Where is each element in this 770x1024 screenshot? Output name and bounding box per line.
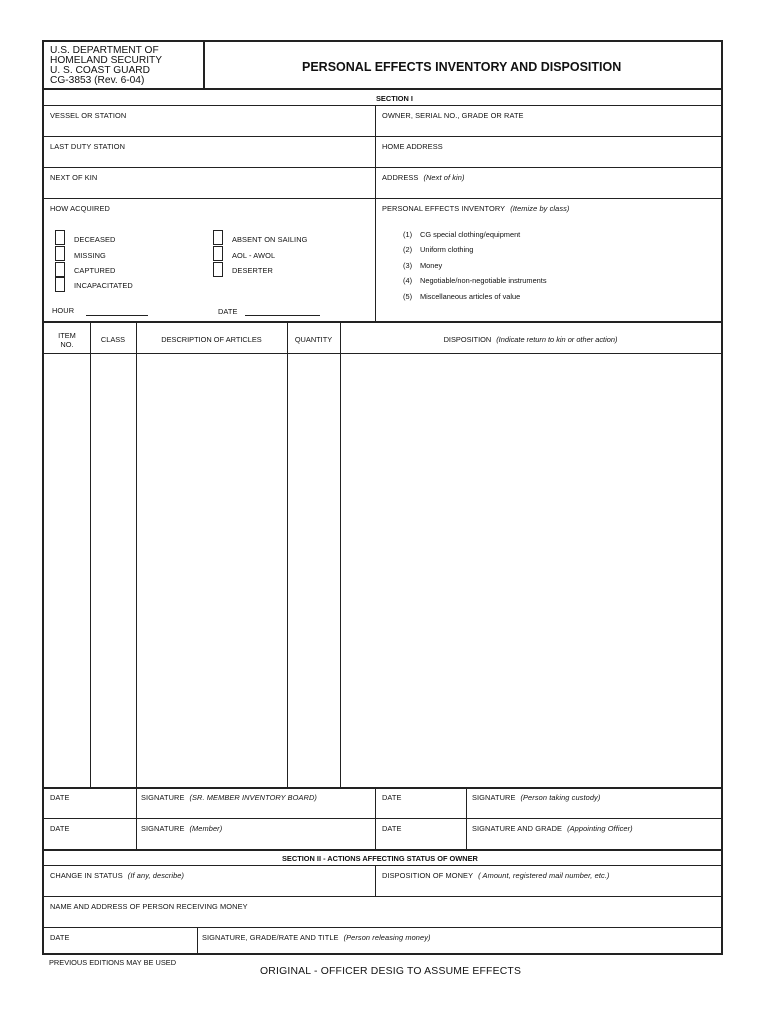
address-hint: (Next of kin) [423, 173, 465, 182]
form-number: CG-3853 (Rev. 6-04) [50, 75, 145, 86]
class-2-text: Uniform clothing [420, 245, 474, 254]
home-address-field[interactable] [376, 137, 721, 167]
form-title: PERSONAL EFFECTS INVENTORY AND DISPOSITION [302, 60, 622, 74]
class-3-text: Money [420, 261, 443, 270]
hour-line[interactable] [86, 315, 148, 316]
releaser-hint: (Person releasing money) [343, 933, 431, 942]
hour-label: HOUR [52, 306, 75, 315]
owner-field[interactable] [376, 106, 721, 136]
captured-label: CAPTURED [74, 266, 116, 275]
section-2-heading: SECTION II - ACTIONS AFFECTING STATUS OF OWNER [282, 854, 478, 863]
inventory-class-4 [403, 276, 547, 285]
appointing-hint: (Appointing Officer) [567, 824, 633, 833]
class-4-text: Negotiable/non-negotiable instruments [420, 276, 547, 285]
inventory-class-2 [403, 245, 473, 254]
inventory-label-text: PERSONAL EFFECTS INVENTORY [382, 204, 506, 213]
address-label-text: ADDRESS [382, 173, 419, 182]
description-header: DESCRIPTION OF ARTICLES [161, 335, 262, 344]
item-no-header [44, 331, 90, 349]
absent-on-sailing-label: ABSENT ON SAILING [232, 235, 308, 244]
class-1-num: (1) [403, 230, 413, 239]
inventory-table-body[interactable] [44, 354, 721, 788]
missing-checkbox[interactable] [55, 246, 65, 261]
absent-on-sailing-checkbox[interactable] [213, 230, 223, 245]
deceased-checkbox[interactable] [55, 230, 65, 245]
custody-hint: (Person taking custody) [520, 793, 601, 802]
class-1-text: CG special clothing/equipment [420, 230, 521, 239]
custody-signature-text: SIGNATURE [472, 793, 516, 802]
date-4-label: DATE [382, 824, 402, 833]
item-header-line1: ITEM [58, 331, 76, 340]
last-duty-field[interactable] [44, 137, 375, 167]
incapacitated-checkbox[interactable] [55, 277, 65, 292]
class-header: CLASS [100, 335, 126, 344]
deceased-label: DECEASED [74, 235, 116, 244]
date-1-label: DATE [50, 793, 70, 802]
inventory-label [382, 204, 570, 213]
disposition-hint: (Indicate return to kin or other action) [496, 335, 618, 344]
header-rule [44, 88, 721, 90]
incapacitated-label: INCAPACITATED [74, 281, 133, 290]
class-5-text: Miscellaneous articles of value [420, 292, 521, 301]
vessel-field[interactable] [44, 106, 375, 136]
signature-row-2[interactable] [44, 819, 721, 849]
class-3-num: (3) [403, 261, 413, 270]
dept-line-2: HOMELAND SECURITY [50, 55, 163, 66]
class-2-num: (2) [403, 245, 413, 254]
vessel-label: VESSEL OR STATION [50, 111, 127, 120]
item-header-line2: NO. [60, 340, 74, 349]
inventory-hint: (Itemize by class) [510, 204, 570, 213]
rule [44, 321, 721, 323]
date-2-label: DATE [382, 793, 402, 802]
home-address-label: HOME ADDRESS [382, 142, 443, 151]
previous-editions-note: PREVIOUS EDITIONS MAY BE USED [49, 958, 177, 967]
rule [44, 198, 721, 199]
disposition-header-text: DISPOSITION [443, 335, 492, 344]
how-acquired-label: HOW ACQUIRED [50, 204, 110, 213]
deserter-label: DESERTER [232, 266, 273, 275]
owner-label: OWNER, SERIAL NO., GRADE OR RATE [382, 111, 524, 120]
receiver-field[interactable] [44, 897, 721, 927]
rule [44, 849, 721, 851]
date-label: DATE [218, 307, 238, 316]
signature-row-1[interactable] [44, 788, 721, 818]
aol-awol-label: AOL - AWOL [232, 251, 276, 260]
release-date-label: DATE [50, 933, 70, 942]
change-status-hint: (If any, describe) [127, 871, 185, 880]
aol-awol-checkbox[interactable] [213, 246, 223, 261]
board-signature-text: SIGNATURE [141, 793, 185, 802]
last-duty-label: LAST DUTY STATION [50, 142, 126, 151]
header-divider [203, 42, 205, 89]
inventory-class-3 [403, 261, 442, 270]
date-line[interactable] [245, 315, 320, 316]
section-1-heading: SECTION I [376, 94, 413, 103]
quantity-header: QUANTITY [294, 335, 333, 344]
receiver-label: NAME AND ADDRESS OF PERSON RECEIVING MONEY [50, 902, 248, 911]
inventory-class-1 [403, 230, 520, 239]
kin-address-field[interactable] [376, 168, 721, 198]
release-row[interactable] [44, 928, 721, 955]
releaser-signature-text: SIGNATURE, GRADE/RATE AND TITLE [202, 933, 339, 942]
disposition-header [340, 335, 721, 344]
inventory-class-5 [403, 292, 520, 301]
appointing-signature-text: SIGNATURE AND GRADE [472, 824, 563, 833]
class-4-num: (4) [403, 276, 413, 285]
date-3-label: DATE [50, 824, 70, 833]
change-status-text: CHANGE IN STATUS [50, 871, 123, 880]
missing-label: MISSING [74, 251, 106, 260]
dept-line-3: U. S. COAST GUARD [50, 65, 151, 76]
money-disposition-text: DISPOSITION OF MONEY [382, 871, 474, 880]
copy-designation: ORIGINAL - OFFICER DESIG TO ASSUME EFFECTS [260, 966, 522, 977]
dept-line-1: U.S. DEPARTMENT OF [50, 45, 159, 56]
next-of-kin-field[interactable] [44, 168, 375, 198]
next-of-kin-label: NEXT OF KIN [50, 173, 98, 182]
status-money-row[interactable] [44, 866, 721, 896]
form-frame [42, 40, 723, 955]
captured-checkbox[interactable] [55, 262, 65, 277]
deserter-checkbox[interactable] [213, 262, 223, 277]
department-block [50, 46, 162, 86]
member-signature-text: SIGNATURE [141, 824, 185, 833]
class-5-num: (5) [403, 292, 413, 301]
member-hint: (Member) [189, 824, 223, 833]
board-hint: (SR. MEMBER INVENTORY BOARD) [189, 793, 317, 802]
money-disposition-hint: ( Amount, registered mail number, etc.) [478, 871, 610, 880]
